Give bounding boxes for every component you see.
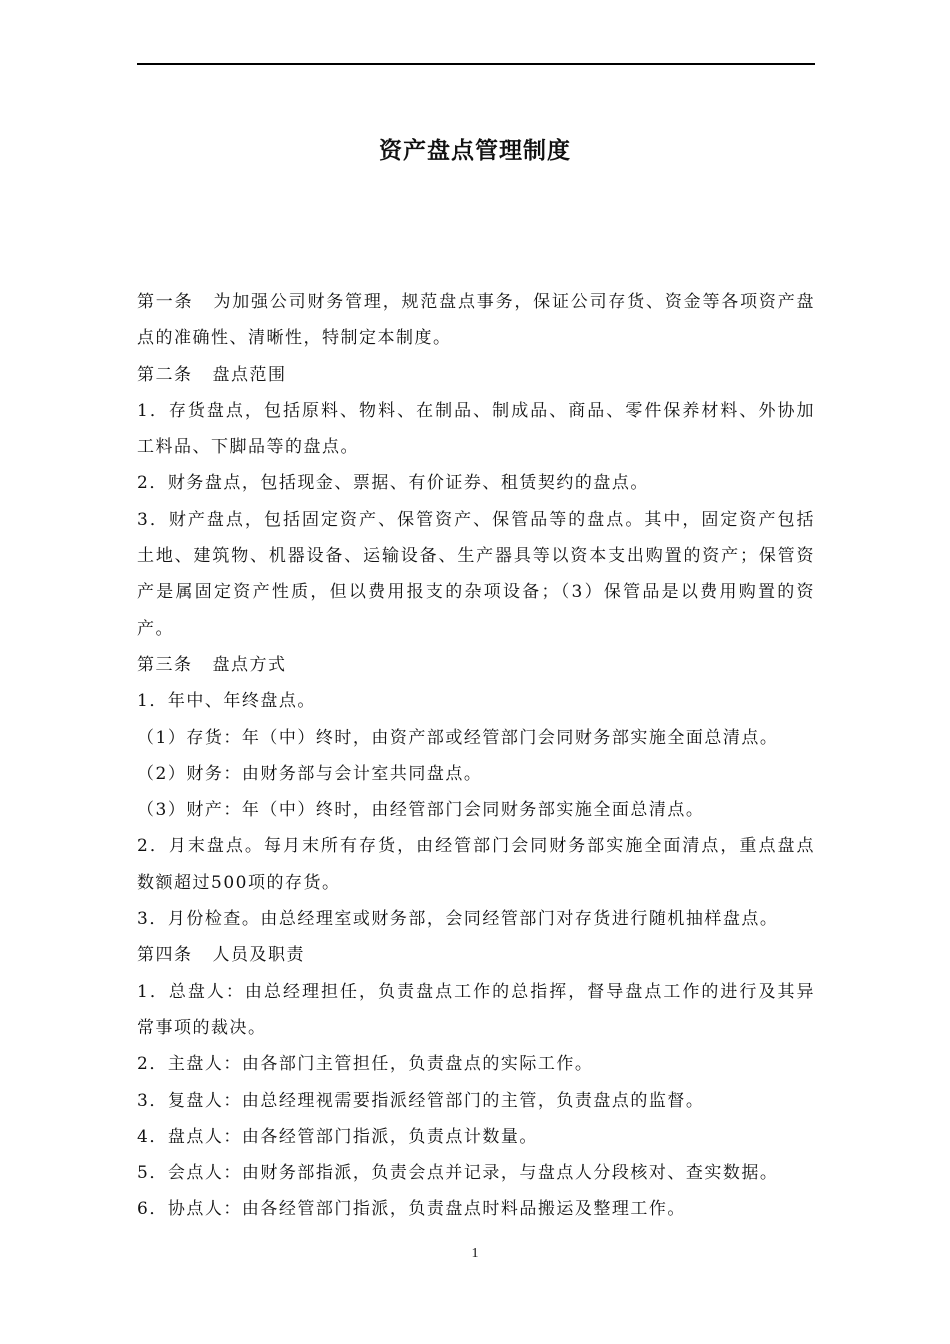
article-label: 第四条 [137,945,193,966]
paragraph-text: 盘点方式 [212,654,287,675]
article-3-heading [137,647,815,683]
article-label: 第一条 [137,292,194,312]
list-item: 3．财产盘点，包括固定资产、保管资产、保管品等的盘点。其中，固定资产包括土地、建筑物、机器设备、运输设备、生产器具等以资本支出购置的资产；保管资产是属固定资产性质，但以费用报支的杂项设备；（3）保管品是以费用购置的资产。 [137,509,815,639]
list-item: 2．月末盘点。每月末所有存货，由经管部门会同财务部实施全面清点，重点盘点数额超过500项的存货。 [137,836,815,893]
article-label: 第三条 [137,654,193,675]
list-item: 4．盘点人：由各经管部门指派，负责点计数量。 [137,1126,538,1147]
list-item: 2．财务盘点，包括现金、票据、有价证券、租赁契约的盘点。 [137,473,649,494]
list-item: （3）财产：年（中）终时，由经管部门会同财务部实施全面总清点。 [137,800,705,821]
list-item: 5．会点人：由财务部指派，负责会点并记录，与盘点人分段核对、查实数据。 [137,1163,779,1184]
paragraph-text: 为加强公司财务管理，规范盘点事务，保证公司存货、资金等各项资产盘点的准确性、清晰性，特制定本制度。 [137,292,816,349]
article-2-heading [137,357,815,393]
list-item: 1．年中、年终盘点。 [137,691,316,712]
list-item: （2）财务：由财务部与会计室共同盘点。 [137,763,483,784]
article-4-heading [137,937,815,973]
list-item: 6．协点人：由各经管部门指派，负责盘点时料品搬运及整理工作。 [137,1199,686,1220]
article-1-paragraph [137,284,815,357]
list-item: 3．复盘人：由总经理视需要指派经管部门的主管，负责盘点的监督。 [137,1090,705,1111]
document-title: 资产盘点管理制度 [379,137,571,164]
header-rule [137,63,815,65]
document-body [137,284,815,1228]
paragraph-text: 盘点范围 [212,364,287,385]
list-item: 1．存货盘点，包括原料、物料、在制品、制成品、商品、零件保养材料、外协加工料品、下脚品等的盘点。 [137,400,815,458]
page-number: 1 [471,1246,479,1261]
paragraph-text: 人员及职责 [212,945,305,966]
list-item: 1．总盘人：由总经理担任，负责盘点工作的总指挥，督导盘点工作的进行及其异常事项的裁决。 [137,981,815,1038]
article-label: 第二条 [137,364,193,385]
list-item: （1）存货：年（中）终时，由资产部或经管部门会同财务部实施全面总清点。 [137,727,779,748]
list-item: 3．月份检查。由总经理室或财务部，会同经管部门对存货进行随机抽样盘点。 [137,909,779,930]
list-item: 2．主盘人：由各部门主管担任，负责盘点的实际工作。 [137,1054,594,1075]
